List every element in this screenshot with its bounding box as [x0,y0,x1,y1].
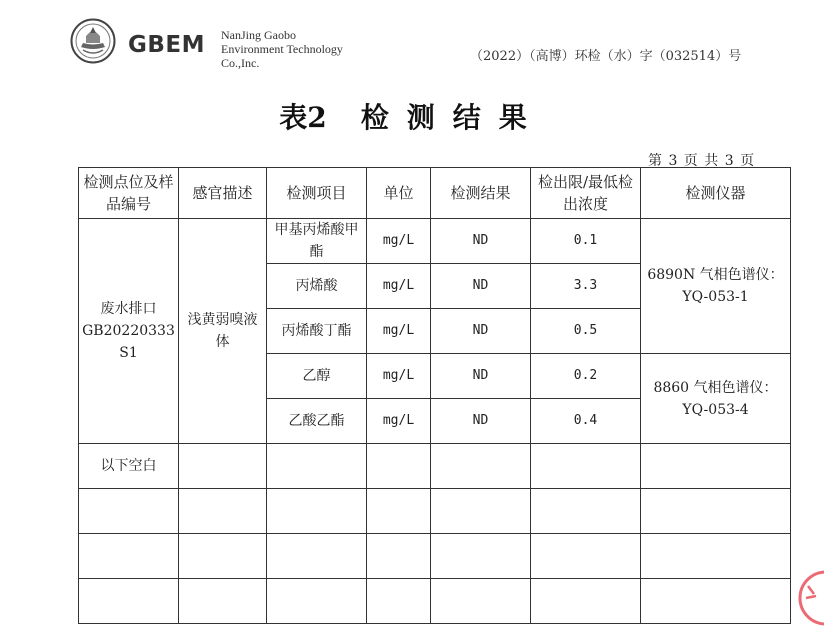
empty-row [79,579,791,624]
unit-cell: mg/L [367,309,431,354]
empty-cell [367,444,431,489]
header-sensory: 感官描述 [179,168,267,219]
page-info: 第 3 页 共 3 页 [648,153,756,169]
table-header-row [79,168,791,219]
empty-cell [531,444,641,489]
empty-cell [641,579,791,624]
company-name-line-1: NanJing Gaobo [221,28,296,42]
limit-cell: 0.5 [531,309,641,354]
report-number: （2022）（高博）环检（水）字（032514）号 [470,49,742,64]
table-title [0,96,824,136]
empty-cell [531,489,641,534]
company-logo-text: GBEM [128,32,206,58]
empty-cell [267,489,367,534]
limit-cell: 0.4 [531,399,641,444]
header-result: 检测结果 [431,168,531,219]
empty-cell [267,579,367,624]
item-cell: 乙酸乙酯 [267,399,367,444]
empty-cell [179,534,267,579]
empty-cell [531,579,641,624]
unit-cell: mg/L [367,264,431,309]
empty-cell [267,444,367,489]
header-item: 检测项目 [267,168,367,219]
blank-note-cell: 以下空白 [79,444,179,489]
result-cell: ND [431,354,531,399]
limit-cell: 0.2 [531,354,641,399]
results-table [78,167,791,624]
item-cell: 乙醇 [267,354,367,399]
empty-cell [179,579,267,624]
empty-row [79,489,791,534]
empty-cell [641,444,791,489]
result-cell: ND [431,309,531,354]
result-cell: ND [431,219,531,264]
result-cell: ND [431,264,531,309]
unit-cell: mg/L [367,354,431,399]
item-cell: 丙烯酸丁酯 [267,309,367,354]
empty-cell [367,534,431,579]
empty-cell [79,534,179,579]
limit-cell: 3.3 [531,264,641,309]
empty-cell [367,579,431,624]
empty-cell [79,489,179,534]
blank-note-row [79,444,791,489]
company-name-line-2: Environment Technology [221,42,343,56]
empty-cell [79,579,179,624]
sample-site-cell: 废水排口 GB20220333 S1 [79,219,179,444]
sensory-description-cell: 浅黄弱嗅液体 [179,219,267,444]
result-cell: ND [431,399,531,444]
empty-cell [431,489,531,534]
empty-cell [531,534,641,579]
company-emblem-icon [70,18,116,64]
empty-cell [641,534,791,579]
unit-cell: mg/L [367,219,431,264]
empty-cell [641,489,791,534]
header-site: 检测点位及样品编号 [79,168,179,219]
limit-cell: 0.1 [531,219,641,264]
empty-cell [431,579,531,624]
empty-cell [367,489,431,534]
empty-cell [179,489,267,534]
empty-row [79,534,791,579]
header-instrument: 检测仪器 [641,168,791,219]
item-cell: 甲基丙烯酸甲酯 [267,219,367,264]
empty-cell [431,534,531,579]
unit-cell: mg/L [367,399,431,444]
header-unit: 单位 [367,168,431,219]
table-title-number: 表2 [279,101,327,134]
instrument-cell-2: 8860 气相色谱仪：YQ-053-4 [641,354,791,444]
table-row [79,219,791,264]
empty-cell [431,444,531,489]
empty-cell [267,534,367,579]
empty-cell [179,444,267,489]
table-title-text: 检测结果 [360,101,545,134]
company-name-line-3: Co.,Inc. [221,56,260,70]
red-stamp-icon [796,568,824,628]
header-limit: 检出限/最低检出浓度 [531,168,641,219]
instrument-cell-1: 6890N 气相色谱仪：YQ-053-1 [641,219,791,354]
company-name [221,28,343,70]
item-cell: 丙烯酸 [267,264,367,309]
